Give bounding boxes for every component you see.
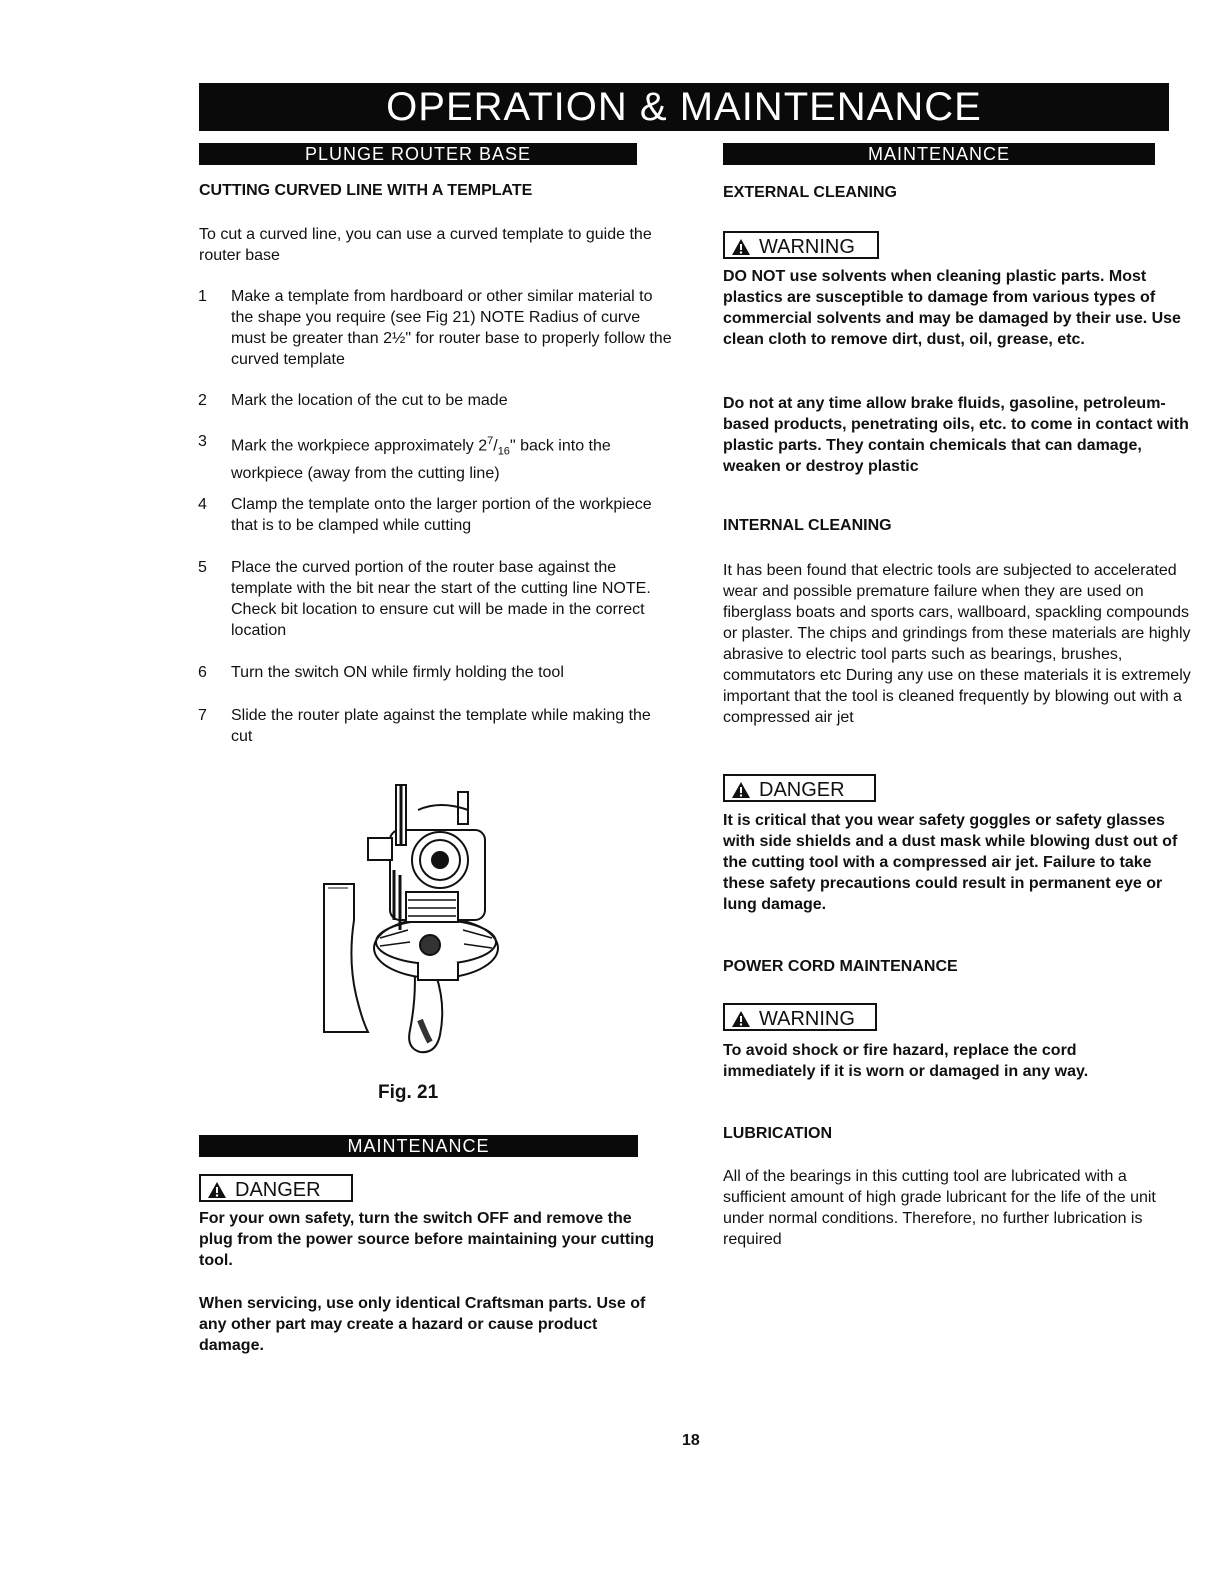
step-text: Make a template from hardboard or other similar material to the shape you require (see Fig 21) NOTE Radius of curve must be greater than 2½" for router base to properly follow the curved template bbox=[231, 288, 672, 368]
step-text: Turn the switch ON while firmly holding the tool bbox=[231, 664, 564, 681]
step-number: 6 bbox=[198, 664, 207, 681]
step-number: 1 bbox=[198, 288, 207, 305]
warning-label-2: WARNING bbox=[759, 1008, 855, 1030]
danger-text-2: It is critical that you wear safety goggles or safety glasses with side shields and a dust mask while blowing dust out of the cutting tool with a compressed air jet. Failure to take these safety precautions could result in permanent eye or lung damage. bbox=[723, 812, 1178, 913]
step-number: 2 bbox=[198, 392, 207, 409]
step-text-pre: Mark the workpiece approximately 2 bbox=[231, 437, 488, 455]
section-bar-plunge-router bbox=[199, 143, 637, 165]
warning-label-box-2 bbox=[723, 1003, 877, 1031]
fraction-numerator: 7 bbox=[487, 435, 494, 447]
heading-external-cleaning: EXTERNAL CLEANING bbox=[723, 184, 897, 201]
step-number: 3 bbox=[198, 433, 207, 450]
router-template-illustration bbox=[318, 780, 508, 1060]
heading-lubrication: LUBRICATION bbox=[723, 1125, 833, 1142]
warning-triangle-icon bbox=[731, 1010, 751, 1028]
danger-text: For your own safety, turn the switch OFF and remove the plug from the power source before maintaining your cutting tool. bbox=[199, 1210, 655, 1269]
warning-triangle-icon bbox=[731, 238, 751, 256]
danger-label-box bbox=[199, 1174, 353, 1202]
servicing-text: When servicing, use only identical Craftsman parts. Use of any other part may create a hazard or cause product damage. bbox=[199, 1295, 646, 1354]
intro-paragraph: To cut a curved line, you can use a curved template to guide the router base bbox=[199, 226, 652, 264]
warning-triangle-icon bbox=[731, 781, 751, 799]
step-number: 7 bbox=[198, 707, 207, 724]
figure-caption: Fig. 21 bbox=[378, 1082, 439, 1103]
step-number: 4 bbox=[198, 496, 207, 513]
step-text-post: " back into the workpiece (away from the cutting line) bbox=[231, 437, 611, 482]
heading-internal-cleaning: INTERNAL CLEANING bbox=[723, 517, 892, 534]
page-title: OPERATION & MAINTENANCE bbox=[386, 85, 982, 129]
section-title-maintenance-right: MAINTENANCE bbox=[867, 144, 1010, 164]
step-number: 5 bbox=[198, 559, 207, 576]
lubrication-text: All of the bearings in this cutting tool are lubricated with a sufficient amount of high grade lubricant for the life of the unit under normal conditions. Therefore, no further lubrication is required bbox=[723, 1168, 1156, 1248]
warning-text-2: To avoid shock or fire hazard, replace the cord immediately if it is worn or damaged in any way. bbox=[723, 1042, 1089, 1080]
step-text: Mark the location of the cut to be made bbox=[231, 392, 508, 409]
warning-label-box-1 bbox=[723, 231, 879, 259]
warning-triangle-icon bbox=[207, 1181, 227, 1199]
section-bar-maintenance-left bbox=[199, 1135, 638, 1157]
warning-text-1: DO NOT use solvents when cleaning plastic parts. Most plastics are susceptible to damage from various types of commercial solvents and may be damaged by their use. Use clean cloth to remove dirt, dust, oil, grease, etc. bbox=[723, 268, 1181, 348]
heading-curved-line: CUTTING CURVED LINE WITH A TEMPLATE bbox=[199, 182, 533, 199]
section-title-maintenance-left: MAINTENANCE bbox=[347, 1136, 490, 1156]
section-bar-maintenance-right bbox=[723, 143, 1155, 165]
heading-power-cord: POWER CORD MAINTENANCE bbox=[723, 958, 958, 975]
danger-label: DANGER bbox=[235, 1179, 321, 1201]
step-text: Slide the router plate against the template while making the cut bbox=[231, 707, 651, 745]
danger-label-2: DANGER bbox=[759, 779, 845, 801]
fraction-denominator: 16 bbox=[497, 445, 510, 458]
section-title-plunge-router: PLUNGE ROUTER BASE bbox=[304, 144, 532, 164]
page-number: 18 bbox=[682, 1432, 700, 1449]
step-text: Place the curved portion of the router base against the template with the bit near the start of the cutting line NOTE. Check bit location to ensure cut will be made in the correct location bbox=[231, 559, 651, 639]
warning-label-1: WARNING bbox=[759, 236, 855, 258]
brake-fluid-text: Do not at any time allow brake fluids, gasoline, petroleum-based products, penetrating oils, etc. to come in contact with plastic parts. They contain chemicals that can damage, weaken or destroy plastic bbox=[723, 395, 1189, 475]
internal-cleaning-text: It has been found that electric tools are subjected to accelerated wear and possible premature failure when they are used on fiberglass boats and sports cars, wallboard, spackling compounds or plaster. The chips and grindings from these materials are highly abrasive to electric tool parts such as bearings, brushes, commutators etc During any use on these materials it is extremely important that the tool is cleaned frequently by blowing out with a compressed air jet bbox=[723, 562, 1191, 726]
danger-label-box-2 bbox=[723, 774, 876, 802]
step-text: Clamp the template onto the larger portion of the workpiece that is to be clamped while cutting bbox=[231, 496, 652, 534]
page-title-banner bbox=[199, 83, 1169, 131]
step-text: Mark the workpiece approximately $2^7/_{16}$" back into the workpiece (away from the cutting line) bbox=[231, 435, 611, 482]
